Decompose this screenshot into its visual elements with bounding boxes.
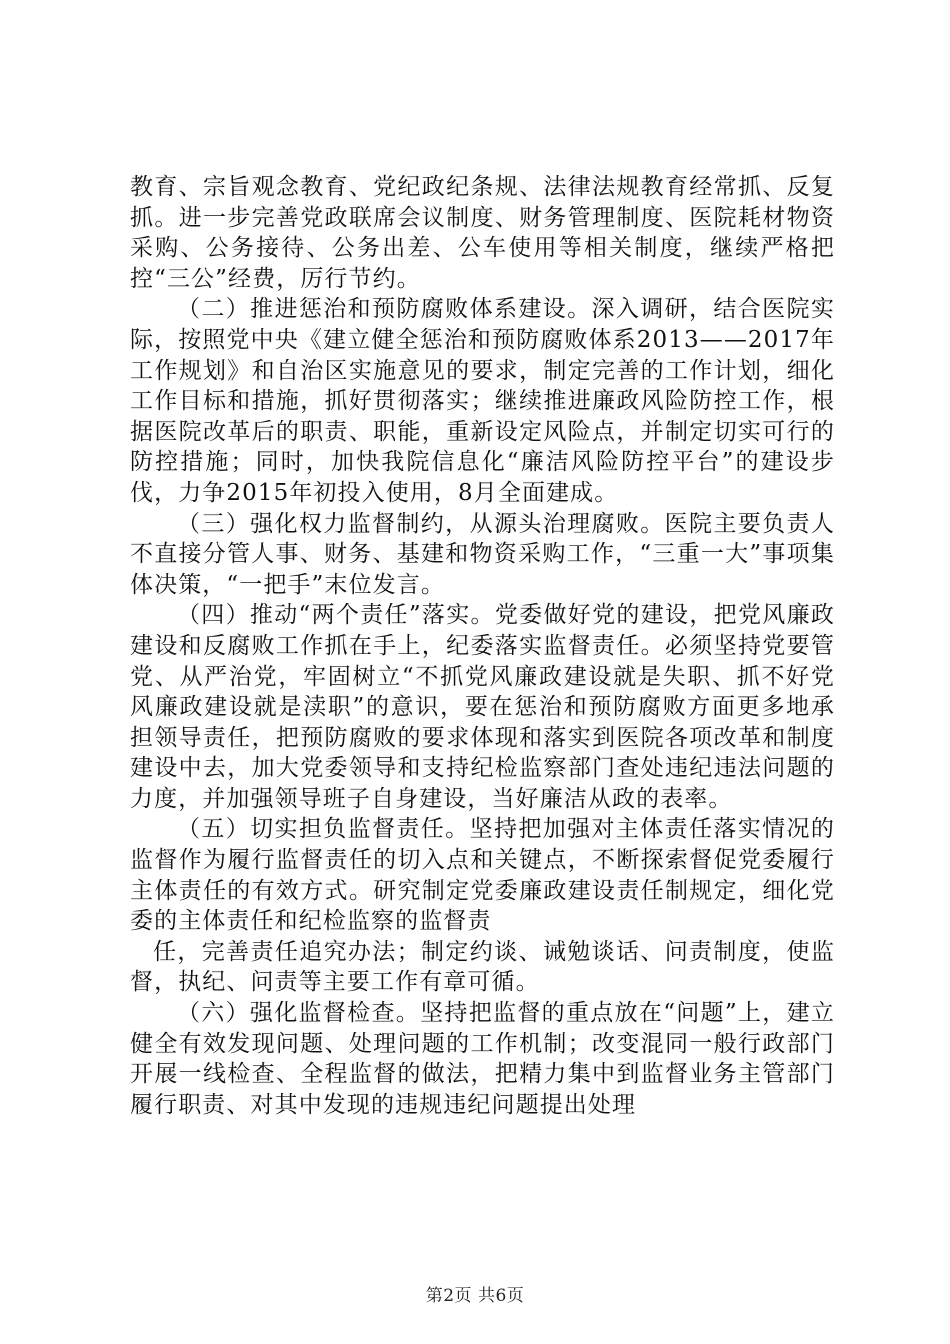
page-number-footer: 第2页 共6页	[425, 1286, 525, 1306]
paragraph-section-2: （二）推进惩治和预防腐败体系建设。深入调研，结合医院实际，按照党中央《建立健全惩治和预防腐败体系2013——2017年工作规划》和自治区实施意见的要求，制定完善的工作计划，细化工作目标和措施，抓好贯彻落实；继续推进廉政风险防控工作，根据医院改革后的职责、职能，重新设定风险点，并制定切实可行的防控措施；同时，加快我院信息化“廉洁风险防控平台”的建设步伐，力争2015年初投入使用，8月全面建成。	[130, 296, 835, 506]
paragraph-continuation: 教育、宗旨观念教育、党纪政纪条规、法律法规教育经常抓、反复抓。进一步完善党政联席会议制度、财务管理制度、医院耗材物资采购、公务接待、公务出差、公车使用等相关制度，继续严格把控“三公”经费，厉行节约。	[130, 174, 835, 292]
paragraph-section-5-continued: 任，完善责任追究办法；制定约谈、诫勉谈话、问责制度，使监督，执纪、问责等主要工作有章可循。	[130, 938, 835, 996]
paragraph-section-5: （五）切实担负监督责任。坚持把加强对主体责任落实情况的监督作为履行监督责任的切入点和关键点，不断探索督促党委履行主体责任的有效方式。研究制定党委廉政建设责任制规定，细化党委的主体责任和纪检监察的监督责	[130, 816, 835, 935]
paragraph-section-6: （六）强化监督检查。坚持把监督的重点放在“问题”上，建立健全有效发现问题、处理问题的工作机制；改变混同一般行政部门开展一线检查、全程监督的做法，把精力集中到监督业务主管部门履行职责、对其中发现的违规违纪问题提出处理	[130, 1000, 835, 1118]
paragraph-section-4: （四）推动“两个责任”落实。党委做好党的建设，把党风廉政建设和反腐败工作抓在手上，纪委落实监督责任。必须坚持党要管党、从严治党，牢固树立“不抓党风廉政建设就是失职、抓不好党风廉政建设就是渎职”的意识，要在惩治和预防腐败方面更多地承担领导责任，把预防腐败的要求体现和落实到医院各项改革和制度建设中去，加大党委领导和支持纪检监察部门查处违纪违法问题的力度，并加强领导班子自身建设，当好廉洁从政的表率。	[130, 602, 835, 812]
paragraph-section-3: （三）强化权力监督制约，从源头治理腐败。医院主要负责人不直接分管人事、财务、基建和物资采购工作，“三重一大”事项集体决策，“一把手”末位发言。	[130, 510, 835, 598]
document-body	[130, 172, 835, 1120]
